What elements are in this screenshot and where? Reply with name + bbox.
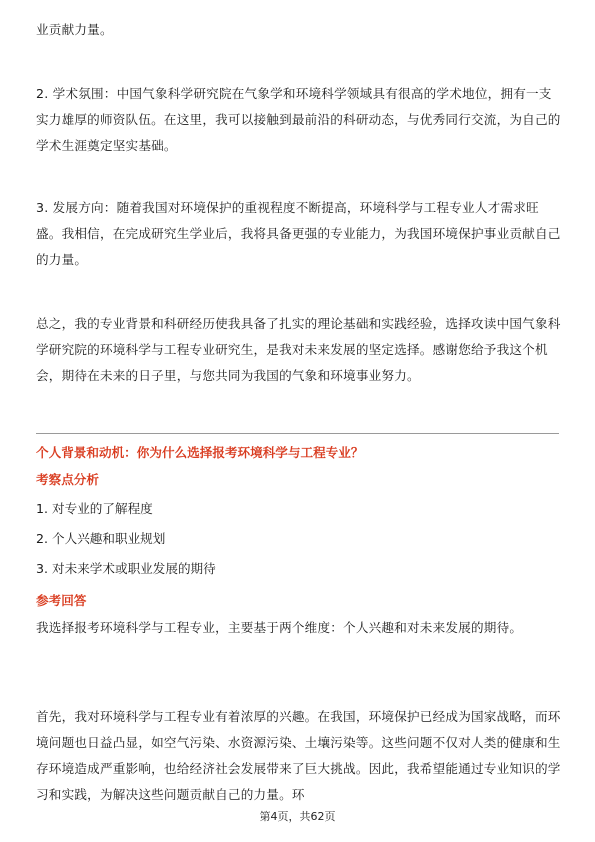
- analysis-point: 1. 对专业的了解程度: [36, 501, 153, 516]
- answer-paragraph: 我选择报考环境科学与工程专业，主要基于两个维度：个人兴趣和对未来发展的期待。: [36, 620, 523, 635]
- paragraph-continuation: 业贡献力量。: [36, 22, 113, 37]
- answer-paragraph: 首先，我对环境科学与工程专业有着浓厚的兴趣。在我国，环境保护已经成为国家战略，而环境问题也日益凸显，如空气污染、水资源污染、土壤污染等。这些问题不仅对人类的健康和生存环境造成严重影响，也给经济社会发展带来了巨大挑战。因此，我希望能通过专业知识的学习和实践，为解决这些问题贡献自己的力量。环: [36, 709, 561, 802]
- paragraph-conclusion: 总之，我的专业背景和科研经历使我具备了扎实的理论基础和实践经验，选择攻读中国气象科学研究院的环境科学与工程专业研究生，是我对未来发展的坚定选择。感谢您给予我这个机会，期待在未来的日子里，与您共同为我国的气象和环境事业努力。: [36, 316, 561, 383]
- paragraph-academic-atmosphere: 2. 学术氛围：中国气象科学研究院在气象学和环境科学领域具有很高的学术地位，拥有一支实力雄厚的师资队伍。在这里，我可以接触到最前沿的科研动态，与优秀同行交流，为自己的学术生涯奠定坚实基础。: [36, 86, 561, 153]
- analysis-heading: 考察点分析: [36, 472, 99, 487]
- page-number: 第4页，共62页: [259, 810, 336, 823]
- analysis-point: 2. 个人兴趣和职业规划: [36, 531, 166, 546]
- answer-heading: 参考回答: [36, 593, 87, 608]
- paragraph-development-direction: 3. 发展方向：随着我国对环境保护的重视程度不断提高，环境科学与工程专业人才需求旺盛。我相信，在完成研究生学业后，我将具备更强的专业能力，为我国环境保护事业贡献自己的力量。: [36, 200, 561, 267]
- section-divider: [36, 433, 559, 434]
- analysis-point: 3. 对未来学术或职业发展的期待: [36, 561, 216, 576]
- question-title: 个人背景和动机：你为什么选择报考环境科学与工程专业？: [36, 445, 364, 460]
